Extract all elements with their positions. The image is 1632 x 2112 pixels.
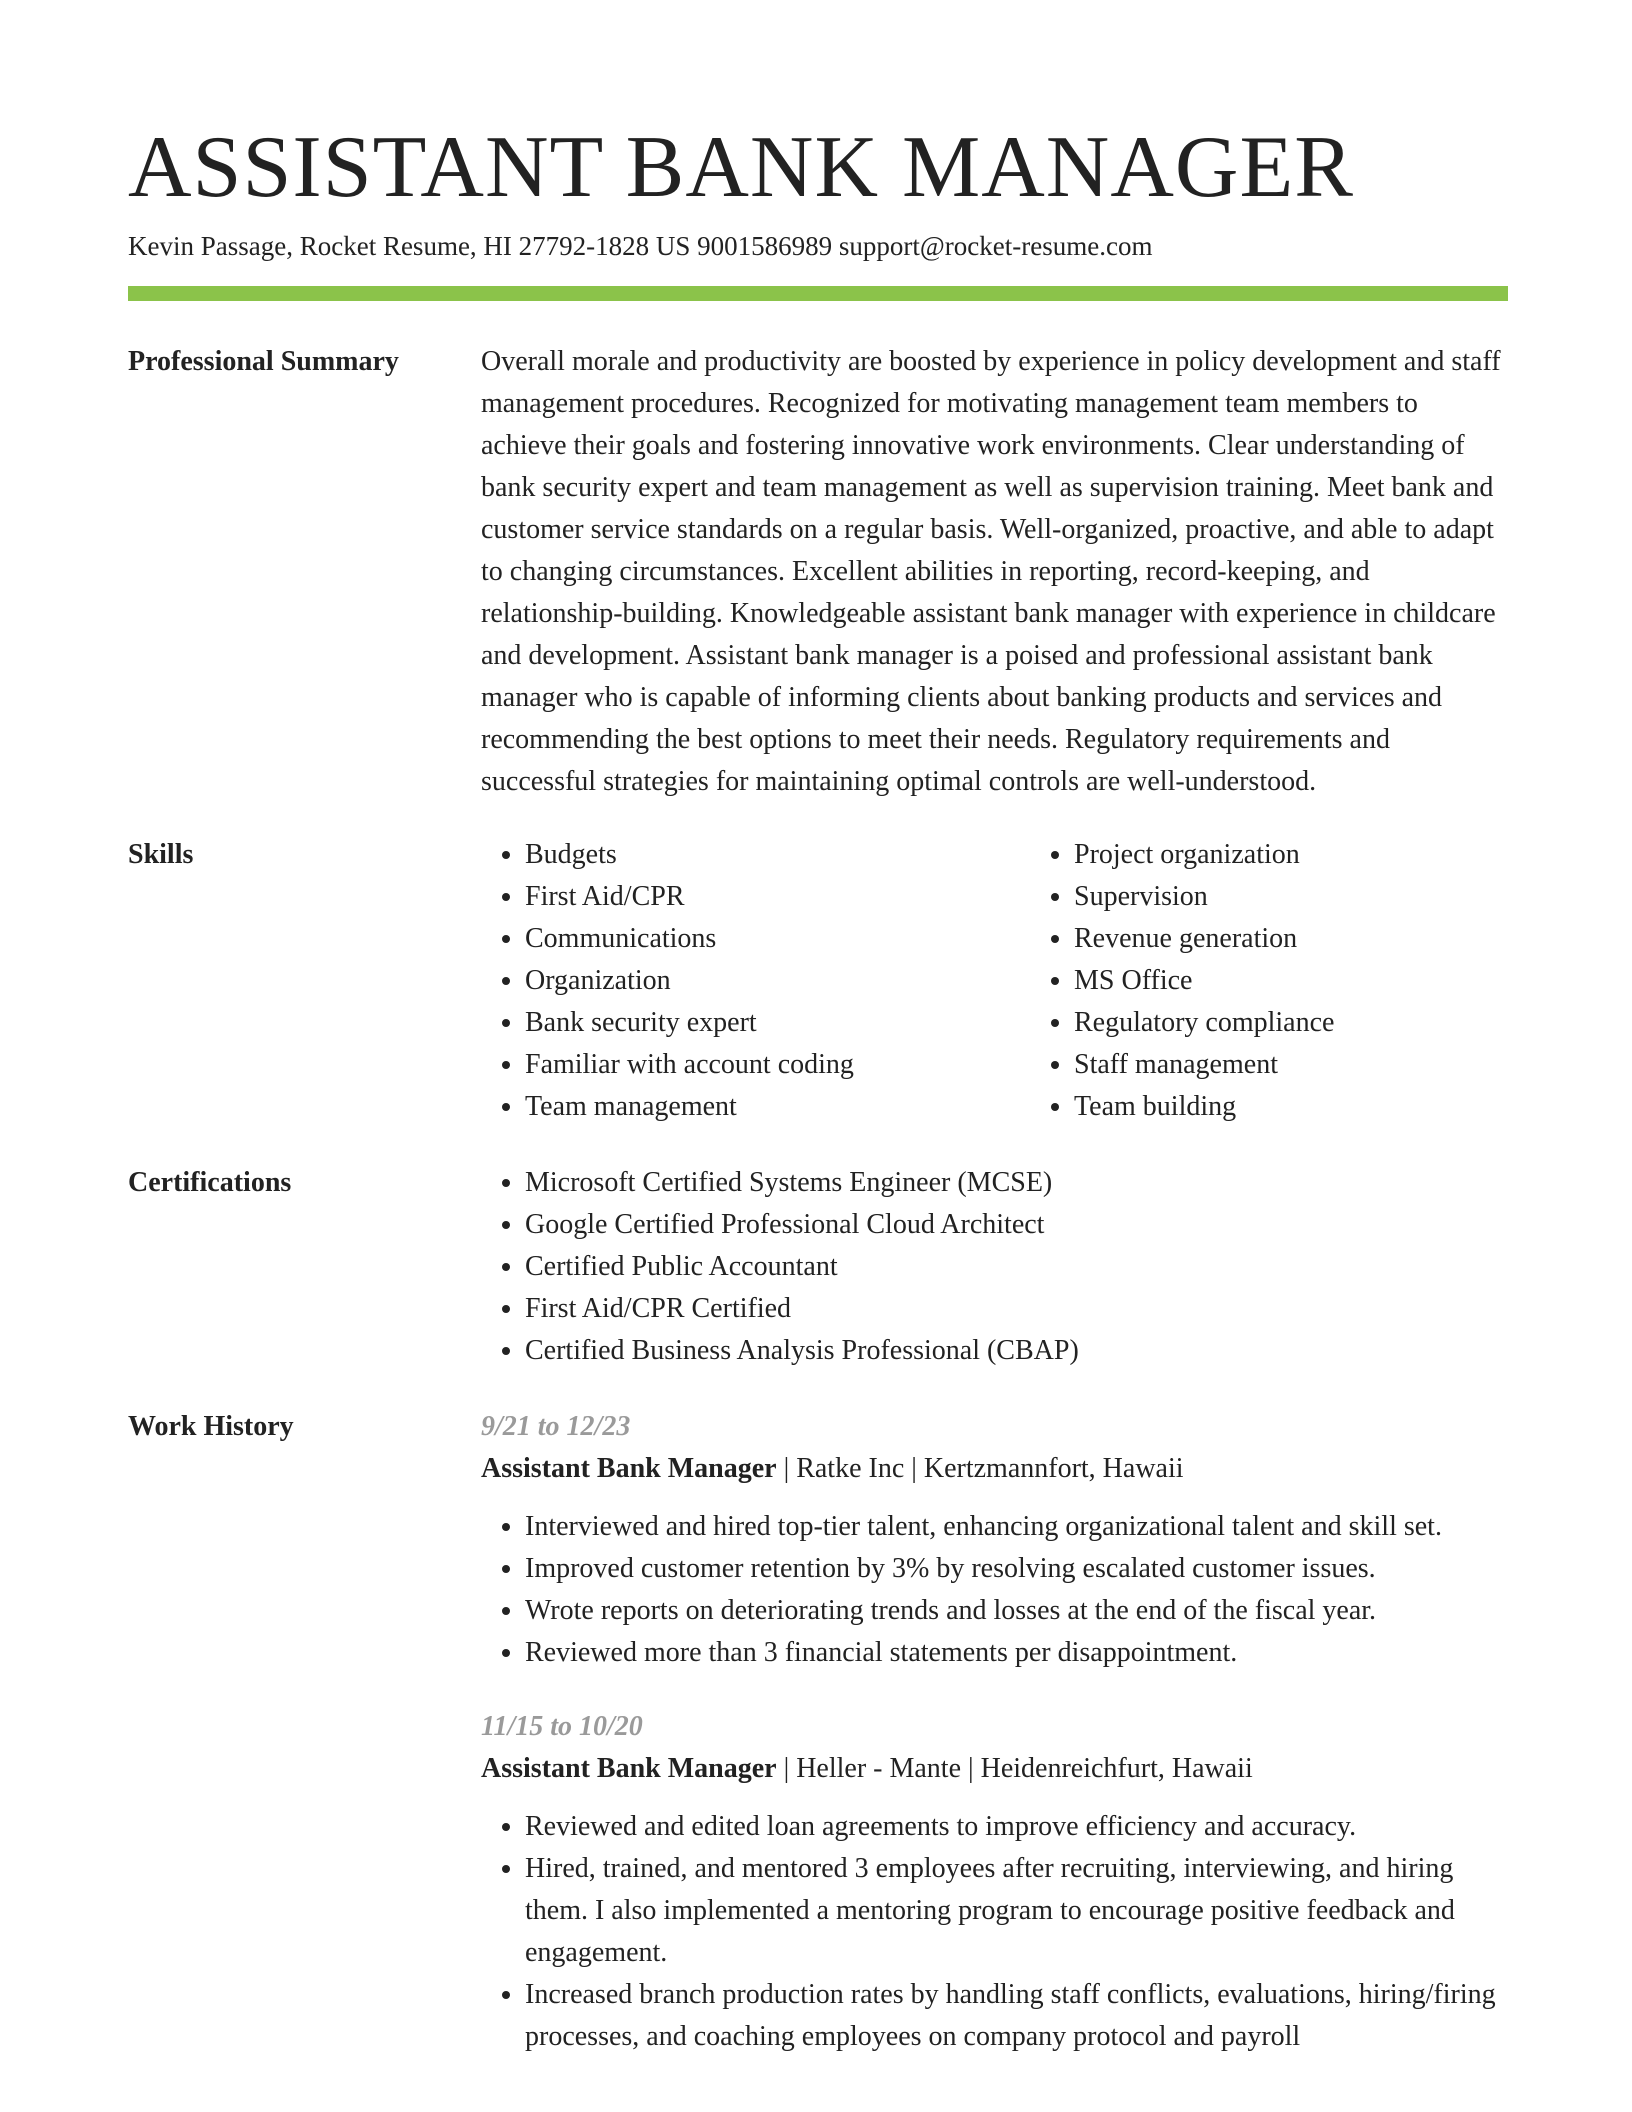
certifications-list [481,1162,1508,1372]
job-entry [481,1406,1508,1674]
job-bullet: • Improved customer retention by 3% by resolving escalated customer issues. [525,1548,1508,1590]
work-history-heading: Work History [128,1411,294,1442]
skills-list-right [1030,834,1579,1128]
job-heading [481,1748,1508,1790]
job-dates: 9/21 to 12/23 [481,1411,631,1442]
skill-item: • MS Office [1074,960,1579,1002]
summary-heading: Professional Summary [128,346,399,377]
job-bullets [481,1506,1508,1674]
certifications-section [128,1162,1508,1372]
resume-title: ASSISTANT BANK MANAGER [128,119,1354,216]
job-title: Assistant Bank Manager [481,1753,777,1784]
summary-section [128,341,1508,803]
skill-item: • Bank security expert [525,1002,1030,1044]
certification-item: • First Aid/CPR Certified [525,1288,1508,1330]
skill-item: • Supervision [1074,876,1579,918]
skill-item: • Communications [525,918,1030,960]
skills-heading: Skills [128,839,194,870]
skill-item: • Team management [525,1086,1030,1128]
certification-item: • Certified Business Analysis Professional (CBAP) [525,1330,1508,1372]
work-history-section [128,1406,1508,2058]
skill-item: • First Aid/CPR [525,876,1030,918]
summary-text: Overall morale and productivity are boosted by experience in policy development and staff management procedures. Recognized for motivating management team members to achieve their goals and fostering innovative work environments. Clear understanding of bank security expert and team management as well as supervision training. Meet bank and customer service standards on a regular basis. Well-organized, proactive, and able to adapt to changing circumstances. Excellent abilities in reporting, record-keeping, and relationship-building. Knowledgeable assistant bank manager with experience in childcare and development. Assistant bank manager is a poised and professional assistant bank manager who is capable of informing clients about banking products and services and recommending the best options to meet their needs. Regulatory requirements and successful strategies for maintaining optimal controls are well-understood. [481,346,1501,797]
job-title: Assistant Bank Manager [481,1453,777,1484]
skill-item: • Team building [1074,1086,1579,1128]
certification-item: • Microsoft Certified Systems Engineer (MCSE) [525,1162,1508,1204]
job-bullets [481,1806,1508,2058]
job-bullet: • Reviewed more than 3 financial statements per disappointment. [525,1632,1508,1674]
job-details: | Heller - Mante | Heidenreichfurt, Hawaii [776,1753,1253,1784]
job-entry [481,1706,1508,2058]
certification-item: • Google Certified Professional Cloud Architect [525,1204,1508,1246]
skills-section [128,834,1508,1128]
skills-list-left [481,834,1030,1128]
contact-line: Kevin Passage, Rocket Resume, HI 27792-1828 US 9001586989 support@rocket-resume.com [128,231,1153,261]
skill-item: • Organization [525,960,1030,1002]
certification-item: • Certified Public Accountant [525,1246,1508,1288]
job-bullet: • Reviewed and edited loan agreements to improve efficiency and accuracy. [525,1806,1508,1848]
job-bullet: • Increased branch production rates by handling staff conflicts, evaluations, hiring/firing processes, and coaching employees on company protocol and payroll [525,1974,1508,2058]
skill-item: • Revenue generation [1074,918,1579,960]
skill-item: • Regulatory compliance [1074,1002,1579,1044]
job-bullet: • Hired, trained, and mentored 3 employees after recruiting, interviewing, and hiring them. I also implemented a mentoring program to encourage positive feedback and engagement. [525,1848,1508,1974]
job-bullet: • Wrote reports on deteriorating trends and losses at the end of the fiscal year. [525,1590,1508,1632]
job-bullet: • Interviewed and hired top-tier talent, enhancing organizational talent and skill set. [525,1506,1508,1548]
accent-divider [128,286,1508,301]
job-details: | Ratke Inc | Kertzmannfort, Hawaii [776,1453,1184,1484]
resume-page [128,118,1508,2058]
certifications-heading: Certifications [128,1167,292,1198]
job-dates: 11/15 to 10/20 [481,1711,643,1742]
job-heading [481,1448,1508,1490]
skill-item: • Project organization [1074,834,1579,876]
skill-item: • Staff management [1074,1044,1579,1086]
skill-item: • Budgets [525,834,1030,876]
skill-item: • Familiar with account coding [525,1044,1030,1086]
